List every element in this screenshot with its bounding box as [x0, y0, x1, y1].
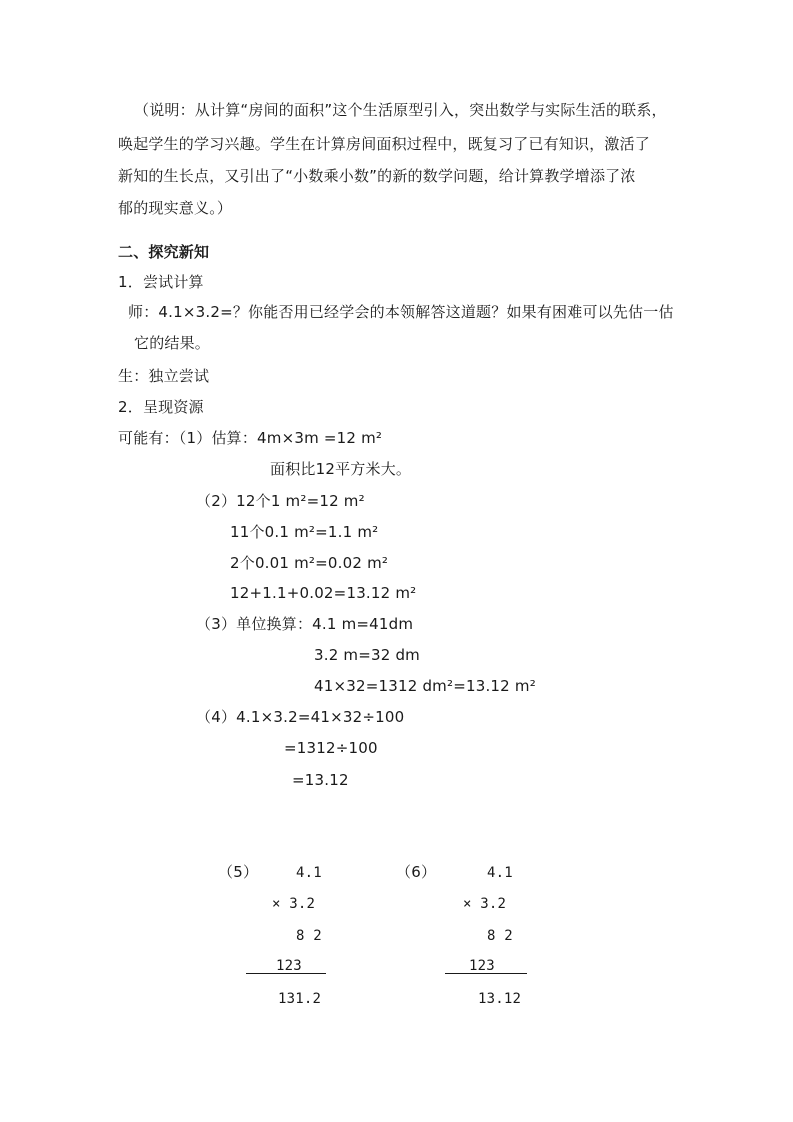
- calc-partial-1: 8 2: [296, 928, 322, 944]
- intro-line-3: 新知的生长点，又引出了“小数乘小数”的新的数学问题，给计算教学增添了浓: [118, 167, 636, 185]
- method-4-line-1: （4）4.1×3.2=41×32÷100: [196, 708, 405, 726]
- calc-label: （5）: [218, 863, 259, 881]
- method-2-line-1: （2）12个1 m²=12 m²: [196, 492, 365, 510]
- method-2-line-2: 11个0.1 m²=1.1 m²: [230, 523, 379, 541]
- method-4-line-3: =13.12: [292, 771, 349, 789]
- calc-multiplier: × 3.2: [272, 896, 316, 912]
- method-2-line-4: 12+1.1+0.02=13.12 m²: [230, 584, 417, 602]
- calc-multiplier: × 3.2: [463, 896, 507, 912]
- method-1-line-2: 面积比12平方米大。: [270, 460, 412, 478]
- method-3-line-2: 3.2 m=32 dm: [314, 646, 420, 664]
- calc-result: 13.12: [478, 991, 522, 1007]
- calc-label: （6）: [396, 863, 437, 881]
- calc-multiplicand: 4.1: [296, 865, 322, 881]
- calc-partial-1: 8 2: [487, 928, 513, 944]
- step-1-title: 1．尝试计算: [118, 273, 204, 291]
- intro-line-4: 郁的现实意义。）: [118, 199, 233, 217]
- teacher-line-2: 它的结果。: [134, 334, 211, 352]
- method-1-line-1: 可能有：（1）估算：4m×3m =12 m²: [118, 429, 383, 447]
- calc-partial-2: 123: [276, 958, 302, 974]
- calc-divider: [445, 973, 527, 974]
- method-2-line-3: 2个0.01 m²=0.02 m²: [230, 554, 389, 572]
- intro-line-2: 唤起学生的学习兴趣。学生在计算房间面积过程中，既复习了已有知识，激活了: [118, 135, 651, 153]
- intro-line-1: （说明：从计算“房间的面积”这个生活原型引入，突出数学与实际生活的联系，: [134, 101, 667, 119]
- student-line: 生：独立尝试: [118, 367, 210, 385]
- teacher-line-1: 师：4.1×3.2=？你能否用已经学会的本领解答这道题？如果有困难可以先估一估: [128, 303, 674, 321]
- method-3-line-1: （3）单位换算：4.1 m=41dm: [196, 615, 414, 633]
- step-2-title: 2．呈现资源: [118, 398, 204, 416]
- method-4-line-2: =1312÷100: [284, 739, 378, 757]
- section-heading: 二、探究新知: [118, 243, 210, 261]
- method-3-line-3: 41×32=1312 dm²=13.12 m²: [314, 677, 536, 695]
- calc-multiplicand: 4.1: [487, 865, 513, 881]
- calc-divider: [246, 973, 326, 974]
- calc-partial-2: 123: [469, 958, 495, 974]
- calc-result: 131.2: [278, 991, 322, 1007]
